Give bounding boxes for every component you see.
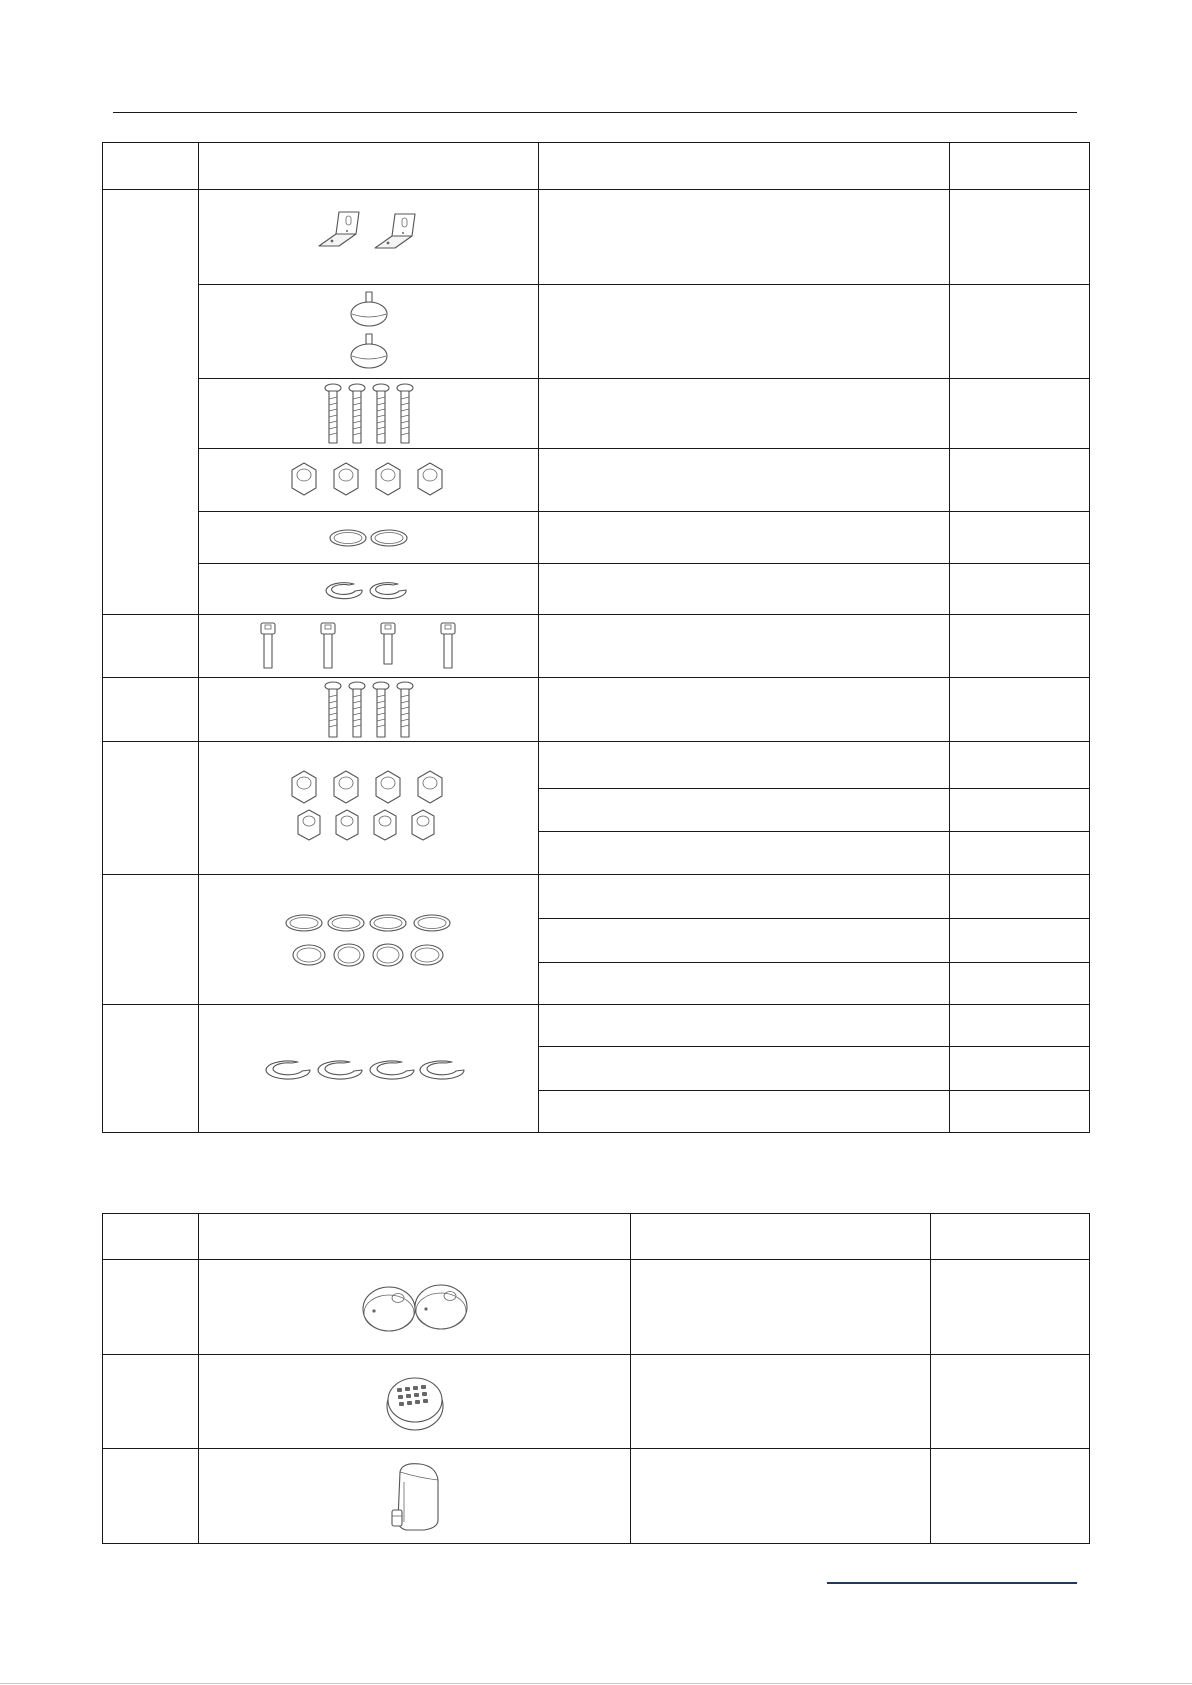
cell-picture (199, 449, 539, 512)
hex-nuts-icon (284, 460, 454, 500)
cell-picture (199, 1449, 631, 1544)
table-row (103, 742, 1090, 789)
header-qty (931, 1214, 1090, 1260)
table-row (103, 564, 1090, 615)
cell-qty (931, 1355, 1090, 1449)
cell-no (103, 875, 199, 1005)
cell-picture (199, 615, 539, 678)
cell-description (539, 512, 950, 564)
cell-description (539, 285, 950, 379)
optional-accessories-table (102, 1213, 1090, 1544)
cell-qty (950, 742, 1090, 789)
cell-no (103, 190, 199, 615)
header-qty (950, 143, 1090, 190)
cell-picture (199, 190, 539, 285)
cell-qty (950, 379, 1090, 449)
cell-description (539, 449, 950, 512)
header-picture (199, 1214, 631, 1260)
cell-no (103, 1260, 199, 1355)
cell-qty (950, 615, 1090, 678)
carriage-bolts-icon (319, 383, 419, 445)
cell-picture (199, 1005, 539, 1133)
footer-rule (827, 1582, 1077, 1584)
table-row (103, 615, 1090, 678)
header-picture (199, 143, 539, 190)
split-washers-icon (324, 576, 414, 602)
cell-qty (950, 789, 1090, 832)
hex-nuts-icon (284, 768, 454, 848)
header-no (103, 143, 199, 190)
cell-qty (950, 190, 1090, 285)
cell-description (539, 789, 950, 832)
table-header-row (103, 143, 1090, 190)
accessories-table (102, 142, 1090, 1133)
cell-qty (931, 1449, 1090, 1544)
cell-description (539, 678, 950, 742)
cell-qty (950, 449, 1090, 512)
table-row (103, 379, 1090, 449)
cell-picture (199, 564, 539, 615)
cell-qty (950, 1091, 1090, 1133)
l-brackets-icon (309, 210, 429, 264)
cell-picture (199, 1260, 631, 1355)
table-row (103, 512, 1090, 564)
cell-qty (950, 963, 1090, 1005)
cell-no (103, 742, 199, 875)
table-row (103, 1449, 1090, 1544)
header-description (631, 1214, 931, 1260)
cell-description (539, 1091, 950, 1133)
cell-no (103, 678, 199, 742)
cell-description (539, 190, 950, 285)
header-no (103, 1214, 199, 1260)
table-header-row (103, 1214, 1090, 1260)
flat-washers-icon (327, 526, 411, 550)
cell-description (539, 1005, 950, 1047)
cell-description (539, 564, 950, 615)
split-washers-icon (264, 1054, 474, 1084)
cell-qty (950, 564, 1090, 615)
cell-description (631, 1449, 931, 1544)
cell-description (539, 875, 950, 919)
cell-qty (950, 1047, 1090, 1091)
cell-qty (950, 678, 1090, 742)
cell-qty (950, 919, 1090, 963)
cell-qty (950, 285, 1090, 379)
remote-controls-icon (357, 1277, 473, 1337)
cell-picture (199, 379, 539, 449)
cell-qty (950, 1005, 1090, 1047)
table-row (103, 190, 1090, 285)
cell-no (103, 1449, 199, 1544)
header-description (539, 143, 950, 190)
cell-qty (931, 1260, 1090, 1355)
cell-no (103, 1355, 199, 1449)
cell-picture (199, 678, 539, 742)
cell-picture (199, 1355, 631, 1449)
header-rule (113, 112, 1077, 113)
cell-description (539, 963, 950, 1005)
cell-description (539, 742, 950, 789)
photocell-icon (380, 1458, 450, 1534)
table-row (103, 449, 1090, 512)
cell-description (539, 379, 950, 449)
cell-description (539, 615, 950, 678)
cell-picture (199, 875, 539, 1005)
cell-picture (199, 512, 539, 564)
cell-qty (950, 875, 1090, 919)
cell-no (103, 615, 199, 678)
knob-bolts-icon (344, 290, 394, 374)
cell-description (631, 1260, 931, 1355)
table-row (103, 1355, 1090, 1449)
page-edge (0, 1683, 1192, 1684)
table-row (103, 285, 1090, 379)
table-row (103, 1260, 1090, 1355)
cell-no (103, 1005, 199, 1133)
cell-picture (199, 285, 539, 379)
cell-description (539, 832, 950, 875)
cell-description (539, 919, 950, 963)
cell-description (631, 1355, 931, 1449)
cell-description (539, 1047, 950, 1091)
cell-picture (199, 742, 539, 875)
table-row (103, 875, 1090, 919)
cell-qty (950, 512, 1090, 564)
socket-screws-icon (259, 621, 479, 671)
carriage-bolts-icon (319, 681, 419, 739)
flat-washers-icon (284, 911, 454, 969)
keypad-icon (383, 1372, 447, 1432)
table-row (103, 678, 1090, 742)
cell-qty (950, 832, 1090, 875)
table-row (103, 1005, 1090, 1047)
